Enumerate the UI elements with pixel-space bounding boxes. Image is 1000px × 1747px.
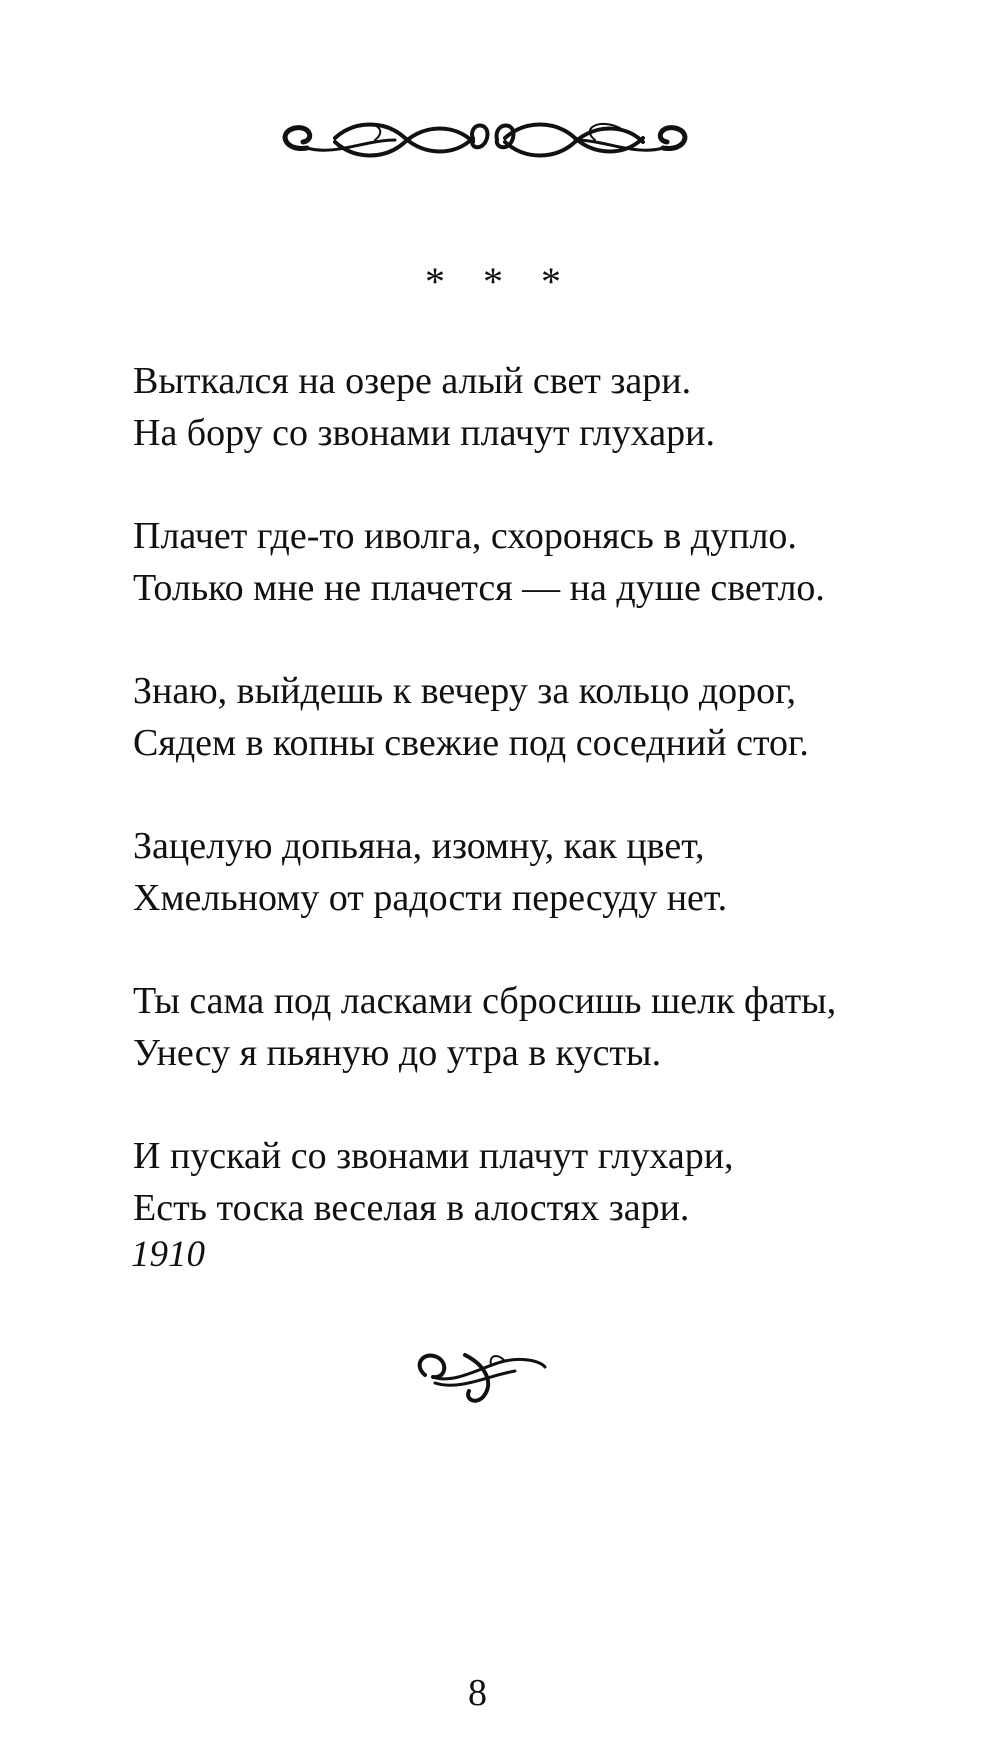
poem-line: Плачет где-то иволга, схоронясь в дупло. [133,515,797,557]
poem-line: Выткался на озере алый свет зари. [133,360,692,402]
poem-line: Хмельному от радости пересуду нет. [133,877,728,919]
poem-year: 1910 [131,1234,205,1275]
stanza [133,1130,933,1234]
poem-line: Ты сама под ласками сбросишь шелк фаты, [133,980,837,1022]
stanza [133,355,933,459]
stanza [133,820,933,924]
flourish-divider-icon [255,100,715,180]
page-number: 8 [468,1672,487,1714]
poem-line: Зацелую допьяна, изомну, как цвет, [133,825,705,867]
poem-line: Только мне не плачется — на душе светло. [133,567,825,609]
stanza [133,510,933,614]
poem-line: Есть тоска веселая в алостях зари. [133,1187,690,1229]
poem-body [133,355,933,1285]
poem-line: Знаю, выйдешь к вечеру за кольцо дорог, [133,670,796,712]
poem-line: На бору со звонами плачут глухари. [133,412,715,454]
stanza [133,665,933,769]
flourish-endpiece-icon [405,1335,555,1415]
stanza-separator: * * * [425,259,575,304]
poem-line: Сядем в копны свежие под соседний стог. [133,722,809,764]
stanza [133,975,933,1079]
poem-line: Унесу я пьяную до утра в кусты. [133,1032,662,1074]
poem-line: И пускай со звонами плачут глухари, [133,1135,734,1177]
